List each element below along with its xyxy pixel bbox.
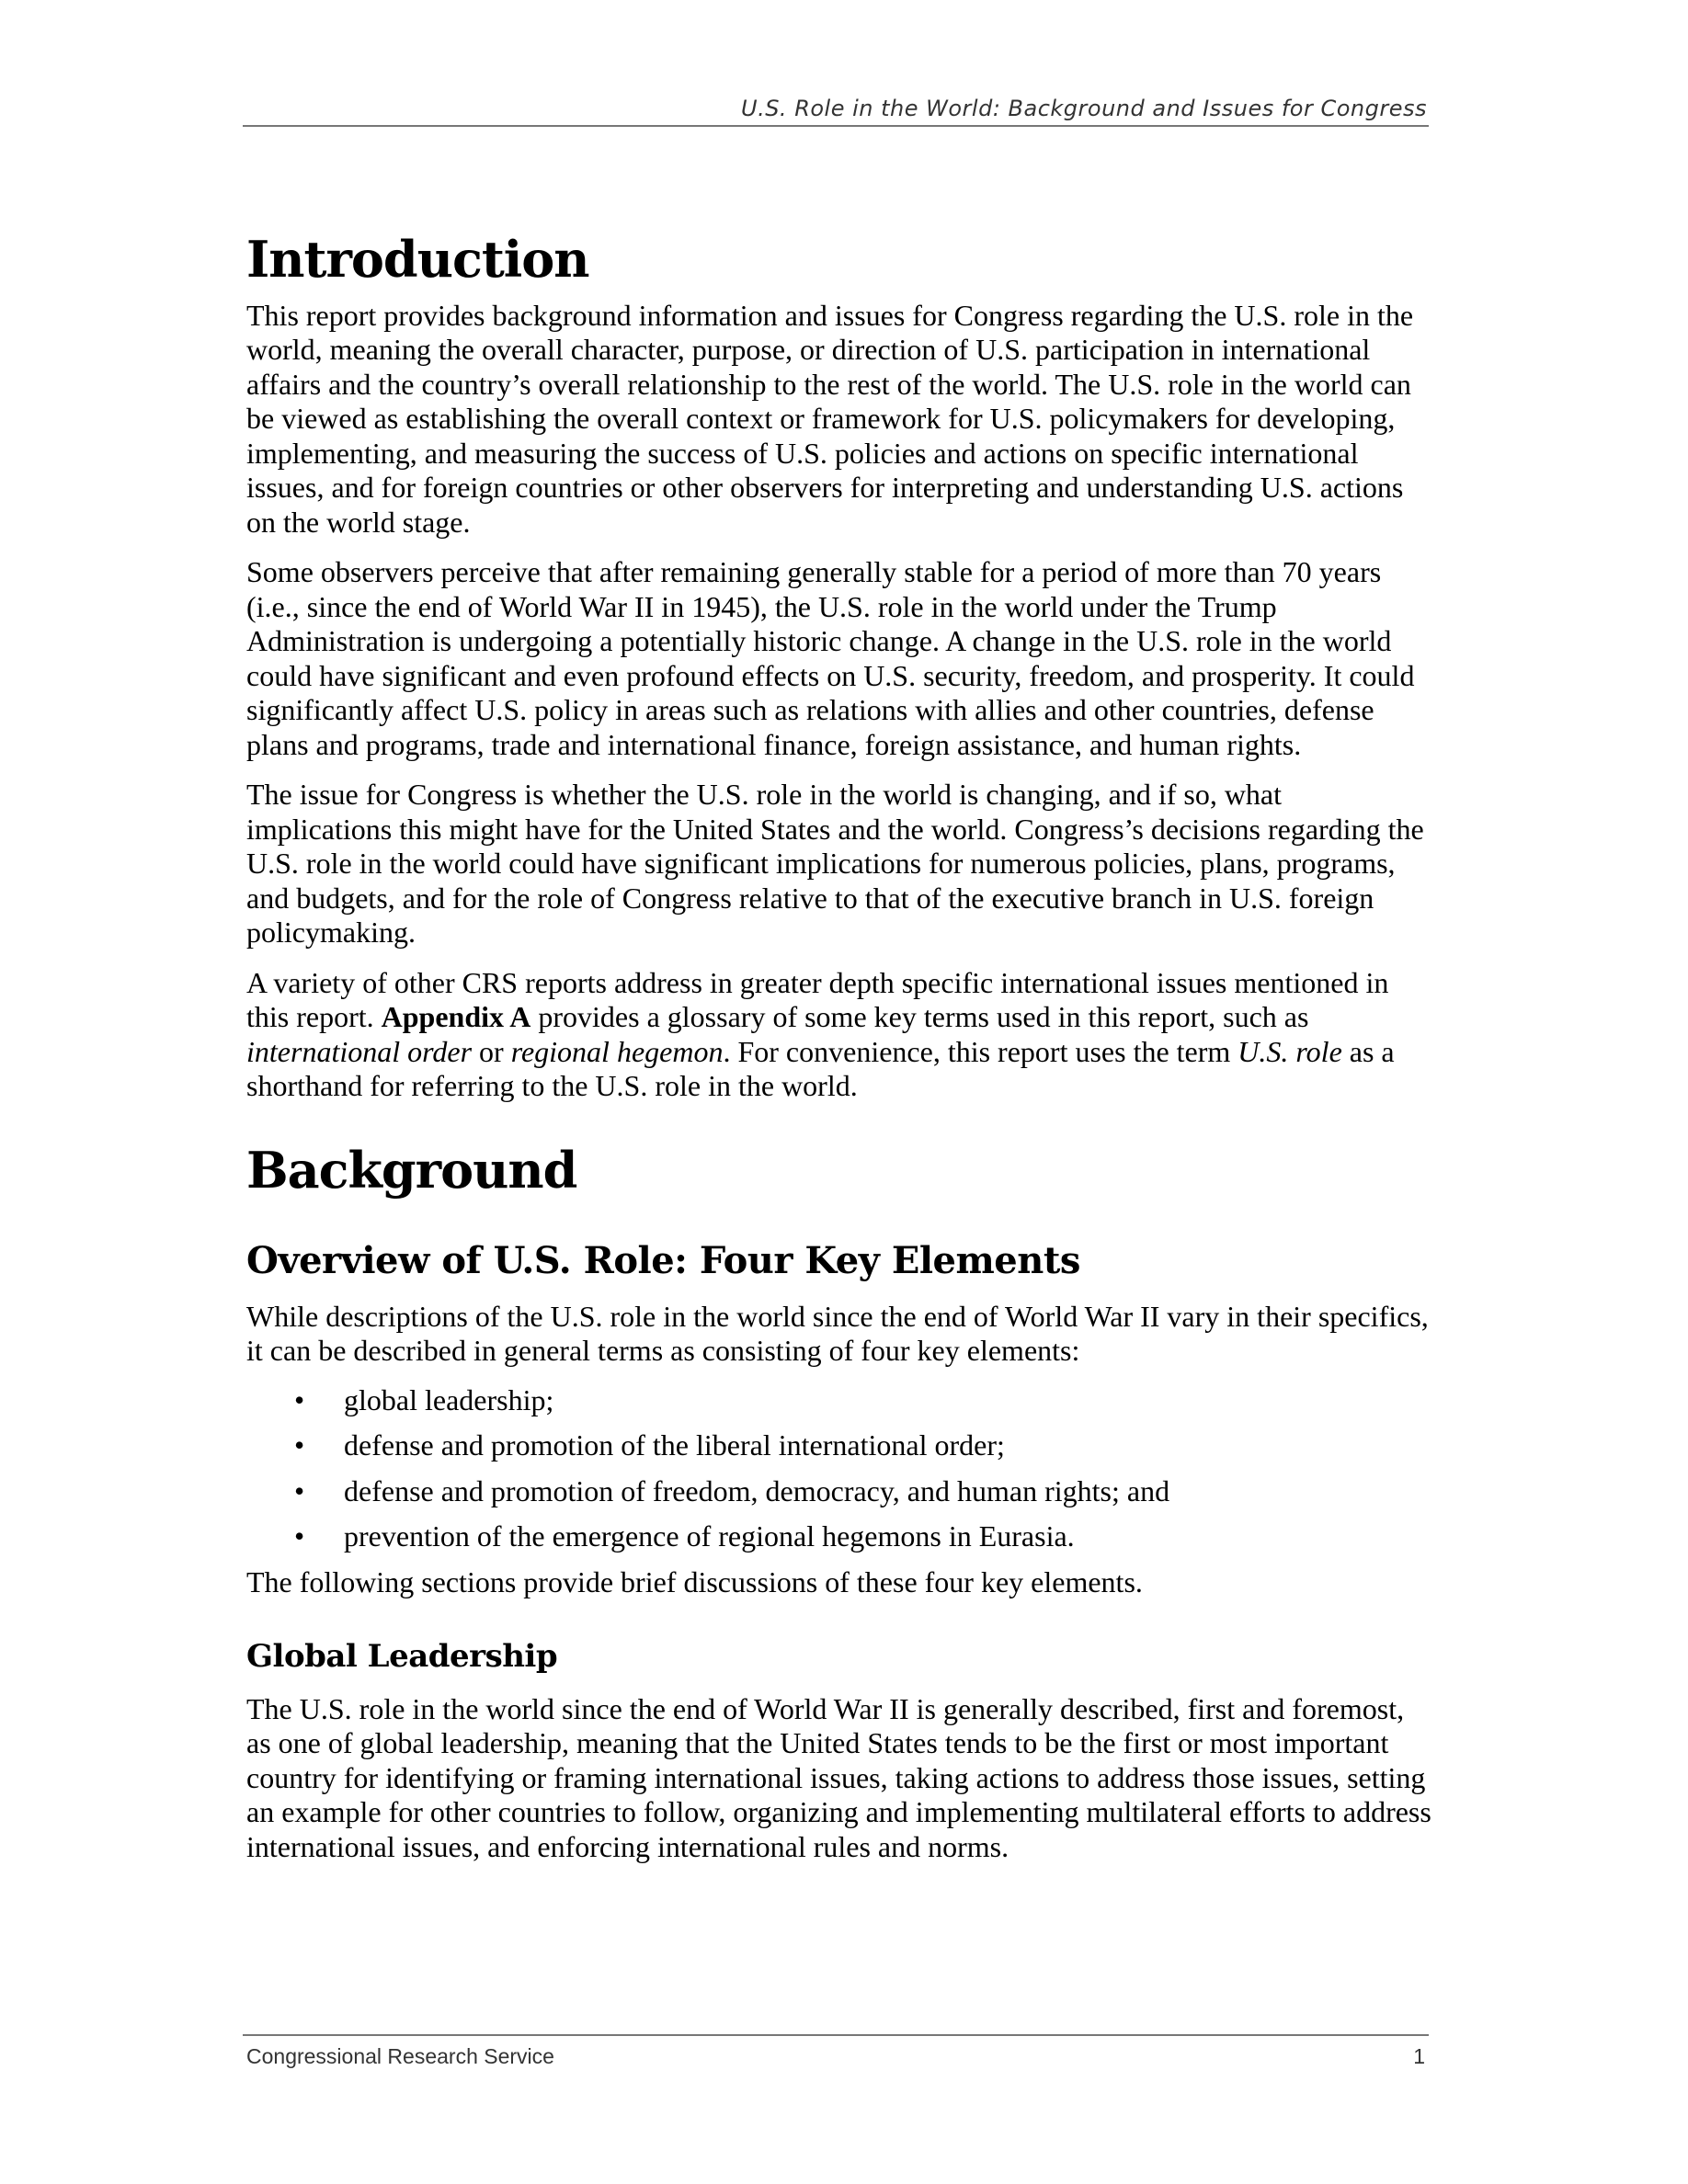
overview-intro-paragraph: While descriptions of the U.S. role in the world since the end of World War II vary in their specifics, it can be described in general terms as consisting of four key elements:: [246, 1299, 1429, 1368]
page-number: 1: [1413, 2044, 1425, 2068]
term-regional-hegemon: regional hegemon: [510, 1034, 724, 1068]
running-header: U.S. Role in the World: Background and Issues for Congress: [741, 96, 1427, 121]
p4-text-1: A variety of other CRS reports address in greater depth specific international issues mentioned in this report.: [246, 965, 1389, 1034]
appendix-a-reference: Appendix A: [381, 1000, 531, 1034]
key-elements-list: [246, 1383, 1432, 1554]
bullet-glyph: •: [294, 1428, 305, 1462]
list-item-text: prevention of the emergence of regional hegemons in Eurasia.: [344, 1519, 1075, 1553]
page-content: [246, 230, 1432, 1864]
bullet-glyph: •: [294, 1473, 305, 1507]
list-item-text: defense and promotion of freedom, democracy, and human rights; and: [344, 1473, 1170, 1507]
bullet-glyph: •: [294, 1519, 305, 1553]
overview-outro-paragraph: The following sections provide brief discussions of these four key elements.: [246, 1564, 1143, 1598]
introduction-paragraph-2: Some observers perceive that after remaining generally stable for a period of more than 70 years (i.e., since the end of World War II in 1945), the U.S. role in the world under the Trump Administration is undergoing a potentially historic change. A change in the U.S. role in the world could have significant and even profound effects on U.S. security, freedom, and prosperity. It could significantly affect U.S. policy in areas such as relations with allies and other countries, defense plans and programs, trade and international finance, foreign assistance, and human rights.: [246, 555, 1415, 761]
term-us-role: U.S. role: [1237, 1034, 1342, 1068]
introduction-heading: Introduction: [246, 230, 589, 289]
list-item-text: global leadership;: [344, 1382, 554, 1416]
introduction-paragraph-1: This report provides background information and issues for Congress regarding the U.S. role in the world, meaning the overall character, purpose, or direction of U.S. participation in international affairs and the country’s overall relationship to the rest of the world. The U.S. role in the world can be viewed as establishing the overall context or framework for U.S. policymakers for developing, implementing, and measuring the success of U.S. policies and actions on specific international issues, and for foreign countries or other observers for interpreting and understanding U.S. actions on the world stage.: [246, 298, 1414, 539]
global-leadership-heading: Global Leadership: [246, 1638, 558, 1676]
p4-text-3: or: [472, 1034, 511, 1068]
list-item: [246, 1519, 1432, 1554]
header-rule: [243, 125, 1429, 127]
term-international-order: international order: [246, 1034, 473, 1068]
list-item: [246, 1383, 1432, 1418]
overview-heading: Overview of U.S. Role: Four Key Elements: [246, 1238, 1080, 1282]
footer-rule: [243, 2034, 1429, 2036]
list-item: [246, 1474, 1432, 1509]
introduction-paragraph-3: The issue for Congress is whether the U.S. role in the world is changing, and if so, what implications this might have for the United States and the world. Congress’s decisions regarding the U.S. role in the world could have significant implications for numerous policies, plans, programs, and budgets, and for the role of Congress relative to that of the executive branch in U.S. foreign policymaking.: [246, 778, 1424, 950]
list-item-text: defense and promotion of the liberal international order;: [344, 1428, 1005, 1462]
p4-text-5: as a shorthand for referring to the U.S. role in the world.: [246, 1034, 1395, 1103]
global-leadership-paragraph: The U.S. role in the world since the end of World War II is generally described, first and foremost, as one of global leadership, meaning that the United States tends to be the first or most important country for identifying or framing international issues, taking actions to address those issues, setting an example for other countries to follow, organizing and implementing multilateral efforts to address international issues, and enforcing international rules and norms.: [246, 1691, 1431, 1863]
introduction-paragraph-4: [246, 966, 1432, 1104]
background-heading: Background: [246, 1140, 577, 1200]
footer-organization: Congressional Research Service: [246, 2044, 554, 2068]
bullet-glyph: •: [294, 1382, 305, 1416]
p4-text-4: . For convenience, this report uses the term: [723, 1034, 1238, 1068]
p4-text-2: provides a glossary of some key terms used in this report, such as: [530, 1000, 1309, 1034]
list-item: [246, 1428, 1432, 1463]
